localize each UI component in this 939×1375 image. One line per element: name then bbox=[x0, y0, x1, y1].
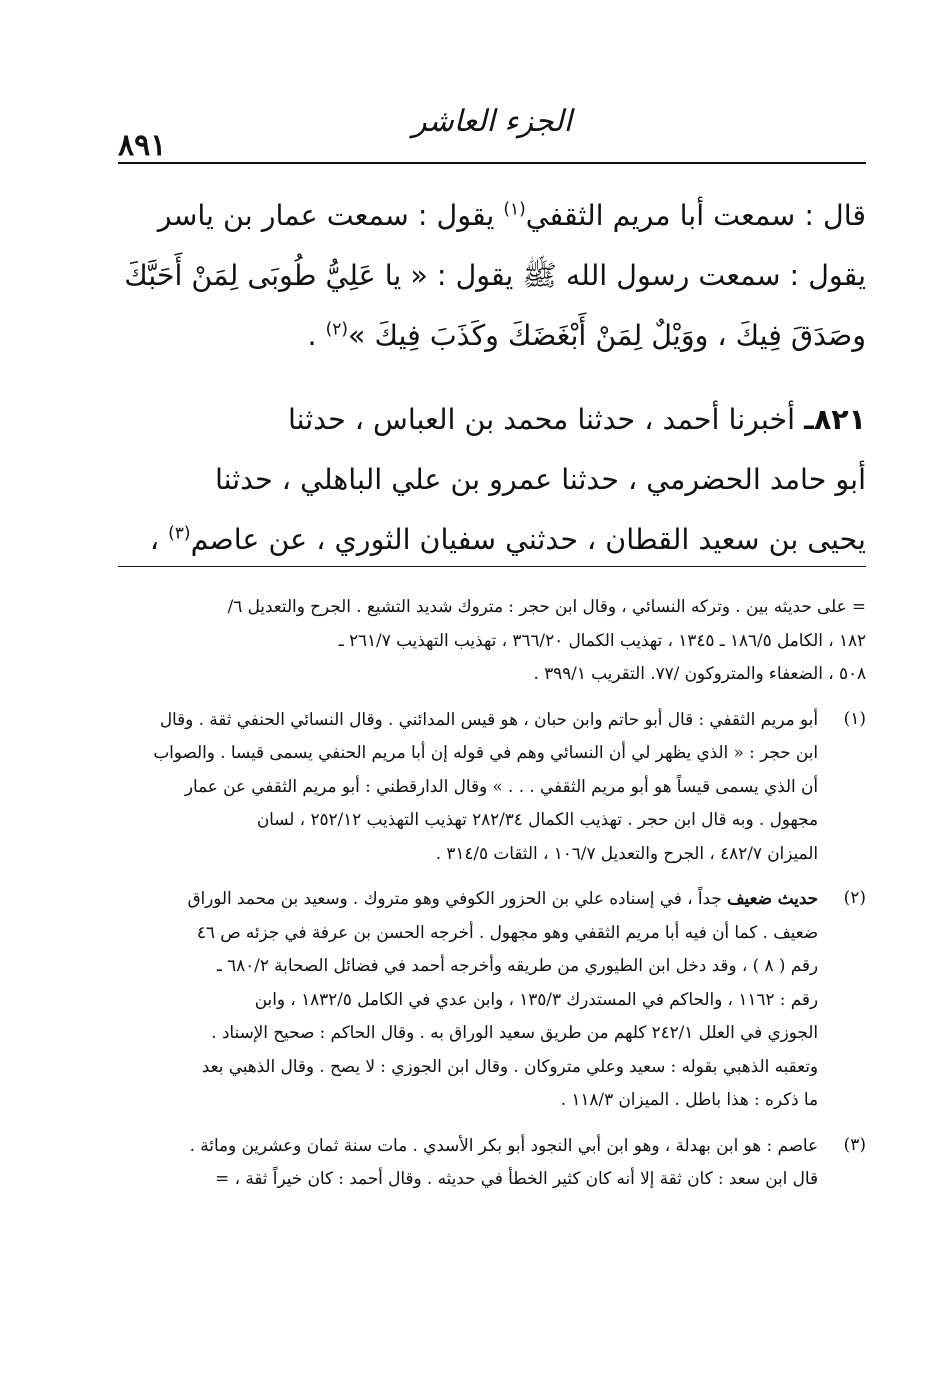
footnote-line: عاصم : هو ابن بهدلة ، وهو ابن أبي النجود أبو بكر الأسدي . مات سنة ثمان وعشرين ومائة . bbox=[189, 1134, 818, 1155]
page-header bbox=[118, 100, 866, 163]
footnote-line: الميزان ٤٨٢/٧ ، الجرح والتعديل ١٠٦/٧ ، الثقات ٣١٤/٥ . bbox=[435, 842, 818, 863]
text-segment: يحيى بن سعيد القطان ، حدثني سفيان الثوري ، عن عاصم bbox=[190, 523, 866, 556]
footnote-line: وتعقبه الذهبي بقوله : سعيد وعلي متروكان . وقال ابن الجوزي : لا يصح . وقال الذهبي بعد bbox=[201, 1055, 818, 1076]
footnote-line: رقم ( ٨ ) ، وقد دخل ابن الطيوري من طريقه وأخرجه أحمد في فضائل الصحابة ٦٨٠/٢ ـ bbox=[216, 955, 818, 975]
main-line: يقول : سمعت رسول الله ﷺ يقول : « يا عَلِيُّ طُوبَى لِمَنْ أَحَبَّكَ bbox=[124, 259, 866, 292]
text-segment: أخبرنا أحمد ، حدثنا محمد بن العباس ، حدثنا bbox=[287, 403, 795, 436]
footnote-3 bbox=[118, 1129, 866, 1196]
footnote-2 bbox=[118, 882, 866, 1117]
footnote-line: = على حديثه بين . وتركه النسائي ، وقال ابن حجر : متروك شديد التشيع . الجرح والتعديل ٦/ bbox=[227, 596, 866, 616]
grading-label: حديث ضعيف bbox=[727, 888, 818, 908]
footnote-number: (٣) bbox=[843, 1134, 866, 1155]
hadith-number: ٨٢١ـ bbox=[804, 403, 866, 436]
footnote-line: ١٨٢ ، الكامل ١٨٦/٥ ـ ١٣٤٥ ، تهذيب الكمال ٣٦٦/٢٠ ، تهذيب التهذيب ٢٦١/٧ ـ bbox=[338, 629, 866, 650]
header-rule bbox=[118, 162, 866, 164]
footnote-line: أن الذي يسمى قيساً هو أبو مريم الثقفي . . . » وقال الدارقطني : أبو مريم الثقفي عن عمار bbox=[184, 775, 818, 796]
main-text bbox=[118, 186, 866, 570]
footnote-continuation bbox=[118, 590, 866, 691]
footnote-1 bbox=[118, 703, 866, 871]
footnote-line: الجوزي في العلل ٢٤٢/١ كلهم من طريق سعيد الوراق به . وقال الحاكم : صحيح الإسناد . bbox=[211, 1022, 818, 1042]
footnote-line: مجهول . وبه قال ابن حجر . تهذيب الكمال ٢٨٢/٣٤ تهذيب التهذيب ٢٥٢/١٢ ، لسان bbox=[256, 809, 818, 829]
text-segment: يقول : سمعت عمار بن ياسر bbox=[157, 199, 495, 232]
footnotes bbox=[118, 590, 866, 1196]
footnote-line bbox=[118, 882, 818, 916]
footnote-ref-1: (١) bbox=[503, 199, 526, 220]
text-segment: ، bbox=[149, 523, 160, 556]
footnote-line: ابن حجر : « الذي يظهر لي أن النسائي وهم في قوله إن أبا مريم الحنفي يسمى قيسا . والصواب bbox=[153, 742, 818, 762]
footnote-separator bbox=[118, 566, 866, 567]
main-line: أبو حامد الحضرمي ، حدثنا عمرو بن علي الباهلي ، حدثنا bbox=[214, 463, 866, 496]
main-line bbox=[118, 186, 866, 246]
main-line bbox=[118, 510, 866, 570]
part-title: الجزء العاشر bbox=[412, 104, 572, 139]
paragraph-2 bbox=[118, 390, 866, 570]
footnote-ref-2: (٢) bbox=[325, 319, 349, 340]
main-line bbox=[118, 306, 866, 366]
footnote-line: ضعيف . كما أن فيه أبا مريم الثقفي وهو مجهول . أخرجه الحسن بن عرفة في جزئه ص ٤٦ bbox=[196, 921, 818, 942]
page-number: ٨٩١ bbox=[118, 128, 167, 163]
text-segment: جداً ، في إسناده علي بن الحزور الكوفي وهو متروك . وسعيد بن محمد الوراق bbox=[187, 888, 722, 908]
main-line bbox=[118, 390, 866, 450]
text-segment: قال : سمعت أبا مريم الثقفي bbox=[525, 199, 866, 232]
text-segment: وصَدَقَ فِيكَ ، ووَيْلٌ لِمَنْ أَبْغَضَكَ وكَذَبَ فِيكَ » bbox=[348, 319, 866, 352]
text-segment: . bbox=[307, 319, 317, 352]
footnote-ref-3: (٣) bbox=[168, 523, 191, 544]
footnote-line: قال ابن سعد : كان ثقة إلا أنه كان كثير الخطأ في حديثه . وقال أحمد : كان خيراً ثقة ، = bbox=[215, 1168, 818, 1188]
footnote-line: أبو مريم الثقفي : قال أبو حاتم وابن حبان ، هو قيس المدائني . وقال النسائي الحنفي ثقة . وقال bbox=[159, 708, 818, 729]
footnote-line: ما ذكره : هذا باطل . الميزان ١١٨/٣ . bbox=[560, 1089, 818, 1109]
footnote-line: رقم : ١١٦٢ ، والحاكم في المستدرك ١٣٥/٣ ، وابن عدي في الكامل ١٨٣٢/٥ ، وابن bbox=[254, 988, 818, 1009]
footnote-number: (٢) bbox=[843, 888, 866, 908]
footnote-number: (١) bbox=[843, 708, 866, 729]
paragraph-1 bbox=[118, 186, 866, 366]
footnote-line: ٥٠٨ ، الضعفاء والمتروكون /٧٧. التقريب ٣٩٩/١ . bbox=[533, 663, 866, 683]
